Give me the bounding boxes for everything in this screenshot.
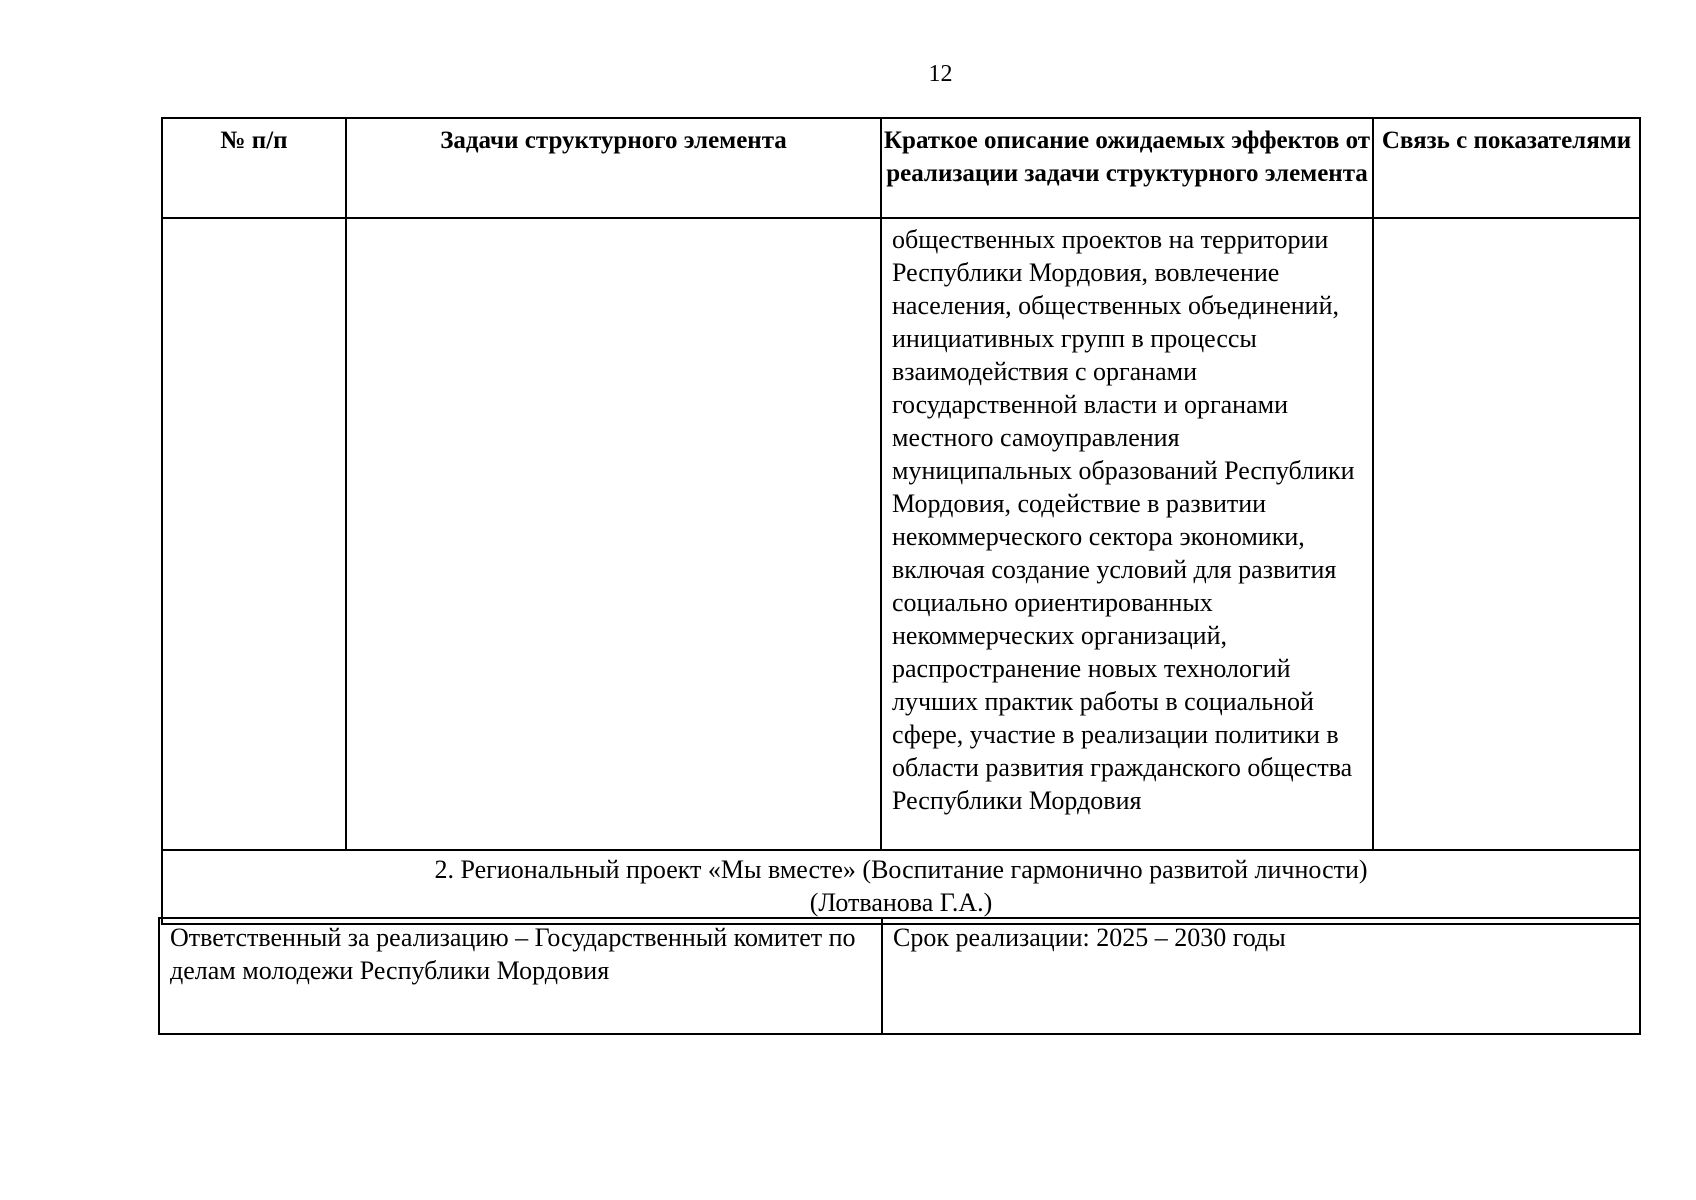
header-effects: Краткое описание ожидаемых эффектов от реализации задачи структурного элемента [881, 118, 1373, 218]
project-responsible: Ответственный за реализацию – Государственный комитет по делам молодежи Республики Мордовия [159, 918, 882, 1034]
project-details-row [159, 918, 1640, 1034]
table-header-row [162, 118, 1640, 218]
cell-task [346, 218, 881, 850]
project-details-table [158, 917, 1641, 1035]
cell-indicators [1373, 218, 1640, 850]
header-number: № п/п [162, 118, 346, 218]
structural-elements-table [161, 117, 1641, 925]
project-title-line1: 2. Региональный проект «Мы вместе» (Воспитание гармонично развитой личности) [434, 855, 1368, 884]
project-period: Срок реализации: 2025 – 2030 годы [882, 918, 1640, 1034]
header-tasks: Задачи структурного элемента [346, 118, 881, 218]
project-title-line2: (Лотванова Г.А.) [809, 888, 993, 917]
project-title-row [162, 850, 1640, 924]
table-row [162, 218, 1640, 850]
header-indicators: Связь с показателями [1373, 118, 1640, 218]
cell-effects-description: общественных проектов на территории Республики Мордовия, вовлечение населения, общественных объединений, инициативных групп в процессы взаимодействия с органами государственной власти и органами местного самоуправления муниципальных образований Республики Мордовия, содействие в развитии некоммерческого сектора экономики, включая создание условий для развития социально ориентированных некоммерческих организаций, распространение новых технологий лучших практик работы в социальной сфере, участие в реализации политики в области развития гражданского общества Республики Мордовия [881, 218, 1373, 850]
project-title [162, 850, 1640, 924]
cell-number [162, 218, 346, 850]
page-number: 12 [928, 61, 953, 87]
